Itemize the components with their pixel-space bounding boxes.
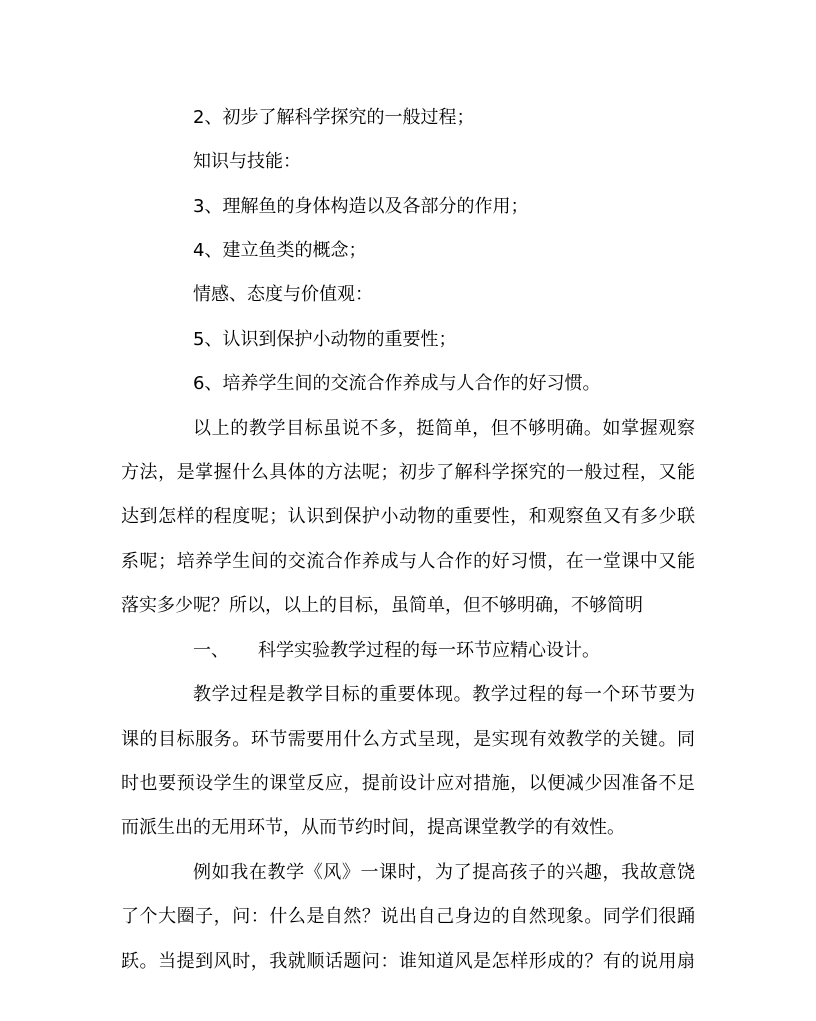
paragraph-line: 教学过程是教学目标的重要体现。教学过程的每一个环节要为 [193,684,695,705]
paragraph-line: 系呢；培养学生间的交流合作养成与人合作的好习惯，在一堂课中又能 [121,551,695,572]
section-number: 一、 [193,640,229,661]
paragraph-line: 达到怎样的程度呢；认识到保护小动物的重要性，和观察鱼又有多少联 [121,506,695,527]
category-heading-attitude: 情感、态度与价值观： [193,284,373,305]
objective-item-5: 5、认识到保护小动物的重要性； [193,329,457,350]
paragraph-line: 而派生出的无用环节，从而节约时间，提高课堂教学的有效性。 [121,817,625,838]
objective-item-2: 2、初步了解科学探究的一般过程； [193,107,475,128]
paragraph-line: 时也要预设学生的课堂反应，提前设计应对措施，以便减少因准备不足 [121,773,695,794]
paragraph-line: 落实多少呢？所以，以上的目标，虽简单，但不够明确，不够简明 [121,595,643,616]
paragraph-line: 例如我在教学《风》一课时，为了提高孩子的兴趣，我故意饶 [193,862,695,883]
paragraph-line: 课的目标服务。环节需要用什么方式呈现，是实现有效教学的关键。同 [121,729,695,750]
paragraph-line: 跃。当提到风时，我就顺话题问：谁知道风是怎样形成的？有的说用扇 [121,951,695,972]
paragraph-line: 以上的教学目标虽说不多，挺简单，但不够明确。如掌握观察 [193,418,695,439]
objective-item-4: 4、建立鱼类的概念； [193,240,367,261]
paragraph-line: 了个大圈子，问：什么是自然？说出自己身边的自然现象。同学们很踊 [121,906,695,927]
category-heading-knowledge: 知识与技能： [193,151,301,172]
objective-item-6: 6、培养学生间的交流合作养成与人合作的好习惯。 [193,373,601,394]
objective-item-3: 3、理解鱼的身体构造以及各部分的作用； [193,196,529,217]
paragraph-line: 方法，是掌握什么具体的方法呢；初步了解科学探究的一般过程，又能 [121,462,695,483]
section-title: 科学实验教学过程的每一环节应精心设计。 [258,640,600,661]
